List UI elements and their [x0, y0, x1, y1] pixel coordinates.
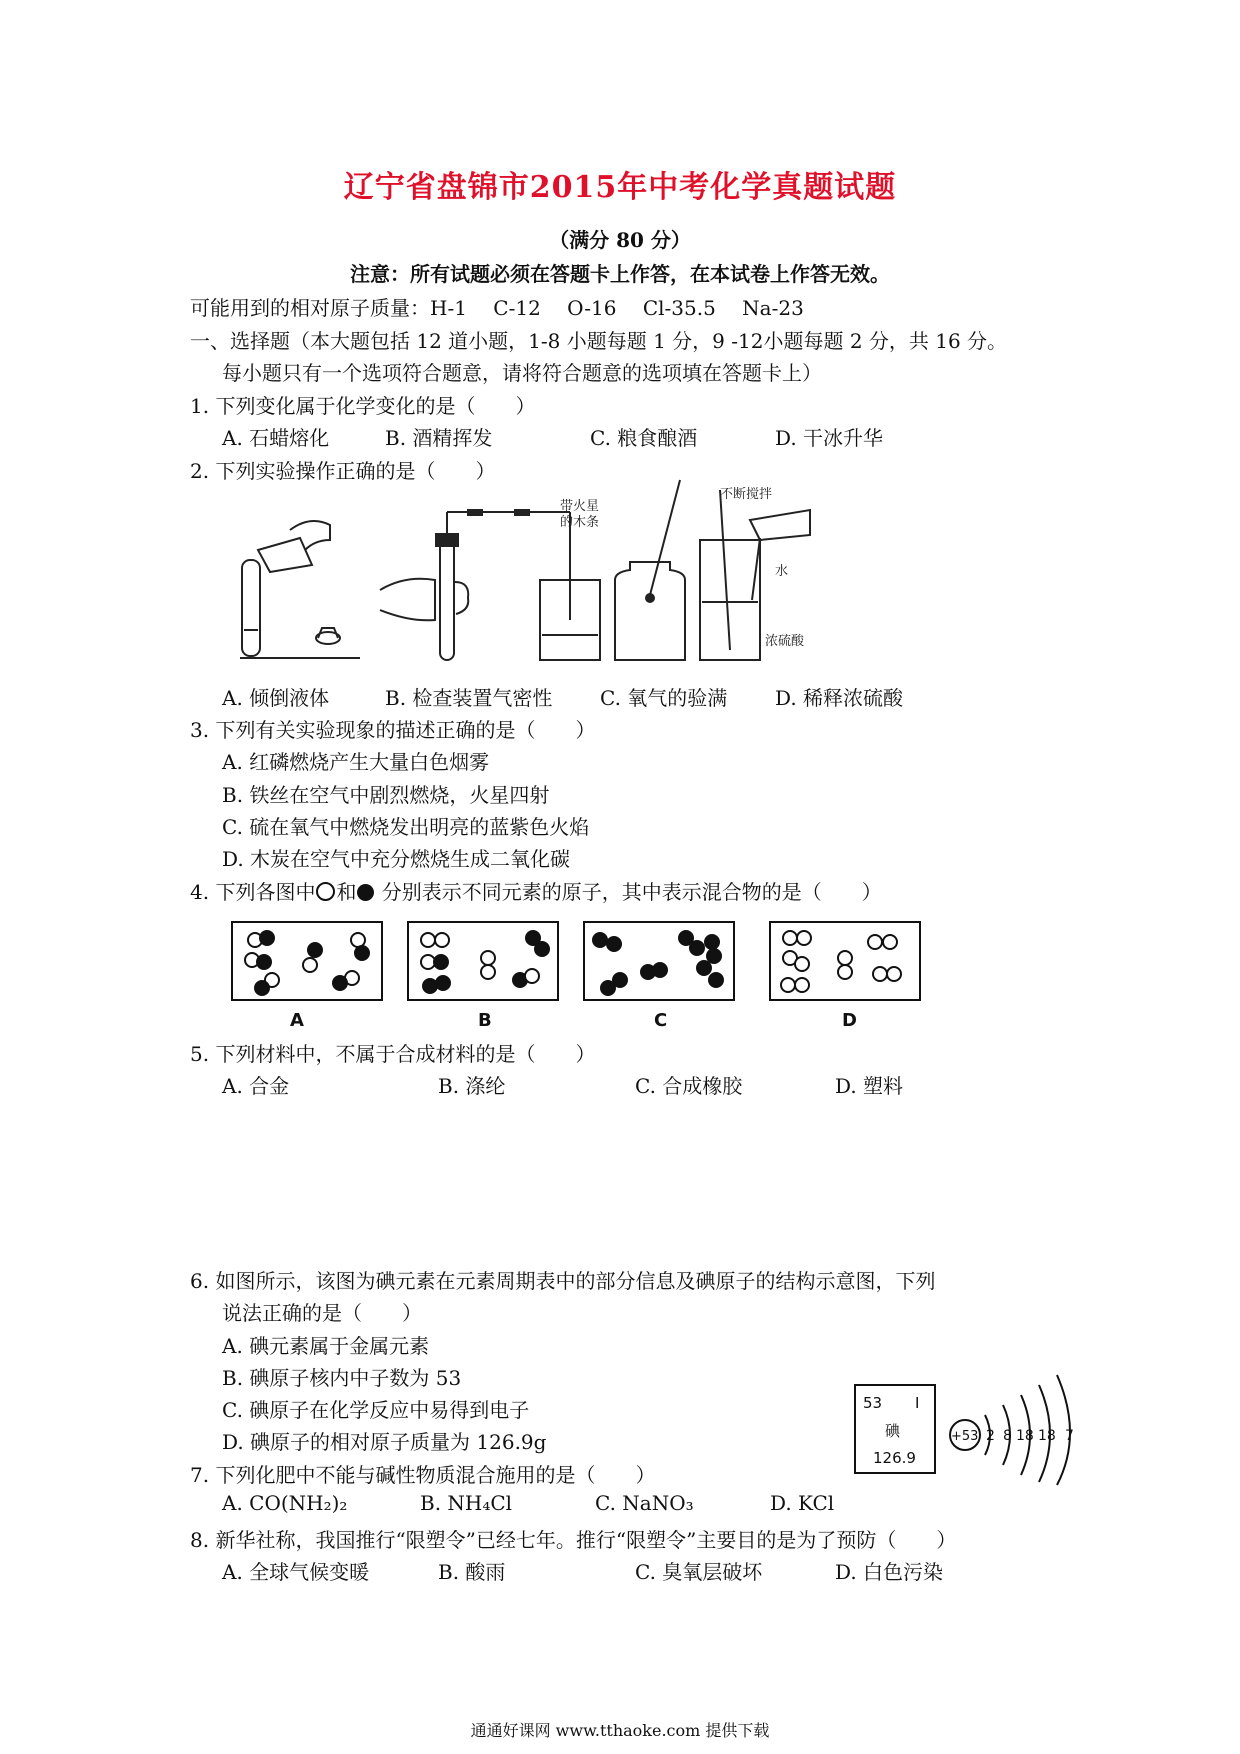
q8-stem: 8. 新华社称，我国推行“限塑令”已经七年。推行“限塑令”主要目的是为了预防（ ）: [190, 1528, 957, 1552]
q8-option-a: A. 全球气候变暖: [222, 1560, 370, 1584]
q4-label-d: D: [842, 1010, 857, 1031]
nucleus-charge: +53: [951, 1429, 979, 1444]
fig-d-label-water: 水: [775, 564, 789, 579]
footer: 通通好课网 www.tthaoke.com 提供下载: [470, 1721, 770, 1740]
q4-figures: [230, 920, 930, 1030]
q1-option-c: C. 粮食酿酒: [590, 426, 698, 450]
fig-d-label-acid: 浓硫酸: [765, 634, 805, 649]
q5-option-c: C. 合成橡胶: [635, 1074, 743, 1098]
q8-option-d: D. 白色污染: [835, 1560, 944, 1584]
q2-option-b: B. 检查装置气密性: [385, 686, 553, 710]
fig-d-label-stir: 不断搅拌: [720, 487, 773, 502]
q4-stem-part1: 4. 下列各图中: [190, 880, 316, 904]
iodine-figure: [845, 1370, 1085, 1485]
q5-stem: 5. 下列材料中，不属于合成材料的是（ ）: [190, 1042, 596, 1066]
q6-stem-line1: 6. 如图所示，该图为碘元素在元素周期表中的部分信息及碘原子的结构示意图，下列: [190, 1269, 936, 1293]
q5-option-d: D. 塑料: [835, 1074, 904, 1098]
q1-option-a: A. 石蜡熔化: [222, 426, 330, 450]
q1-option-b: B. 酒精挥发: [385, 426, 493, 450]
page-title: 辽宁省盘锦市2015年中考化学真题试题: [343, 170, 897, 205]
atomic-masses: 可能用到的相对原子质量：H-1 C-12 O-16 Cl-35.5 Na-23: [190, 296, 804, 320]
shell-2: 8: [1003, 1428, 1012, 1444]
q3-option-d: D. 木炭在空气中充分燃烧生成二氧化碳: [222, 847, 571, 871]
shell-1: 2: [986, 1428, 995, 1444]
figure-pouring-liquid: [240, 521, 360, 658]
section-heading-line1: 一、选择题（本大题包括 12 道小题，1-8 小题每题 1 分，9 -12小题每题 2 分，共 16 分。: [190, 329, 1008, 353]
q6-stem-line2: 说法正确的是（ ）: [222, 1301, 422, 1325]
q4-label-b: B: [478, 1010, 492, 1031]
q5-option-a: A. 合金: [222, 1074, 290, 1098]
tile-atomic-number: 53: [863, 1394, 883, 1412]
tile-mass: 126.9: [873, 1449, 916, 1467]
figure-oxygen-check: [615, 480, 685, 660]
q1-stem: 1. 下列变化属于化学变化的是（ ）: [190, 394, 536, 418]
q7-option-c: C. NaNO₃: [595, 1491, 694, 1515]
q5-option-b: B. 涤纶: [438, 1074, 506, 1098]
q8-option-b: B. 酸雨: [438, 1560, 506, 1584]
shell-5: 7: [1065, 1428, 1074, 1444]
black-atom-icon: [357, 884, 374, 901]
q2-option-c: C. 氧气的验满: [600, 686, 728, 710]
q4-stem: [190, 876, 882, 905]
q6-option-b: B. 碘原子核内中子数为 53: [222, 1366, 462, 1390]
q2-stem: 2. 下列实验操作正确的是（ ）: [190, 459, 496, 483]
q7-option-d: D. KCl: [770, 1491, 835, 1515]
q2-option-d: D. 稀释浓硫酸: [775, 686, 904, 710]
q3-option-c: C. 硫在氧气中燃烧发出明亮的蓝紫色火焰: [222, 815, 590, 839]
section-heading-line2: 每小题只有一个选项符合题意，请将符合题意的选项填在答题卡上）: [222, 361, 822, 385]
q6-option-c: C. 碘原子在化学反应中易得到电子: [222, 1398, 530, 1422]
q6-option-a: A. 碘元素属于金属元素: [222, 1334, 430, 1358]
shell-4: 18: [1038, 1428, 1056, 1444]
q6-option-d: D. 碘原子的相对原子质量为 126.9g: [222, 1430, 547, 1454]
q4-stem-part3: 分别表示不同元素的原子，其中表示混合物的是（ ）: [375, 880, 882, 904]
tile-name: 碘: [885, 1422, 901, 1440]
notice: 注意：所有试题必须在答题卡上作答，在本试卷上作答无效。: [350, 262, 890, 286]
q8-option-c: C. 臭氧层破坏: [635, 1560, 763, 1584]
q3-option-b: B. 铁丝在空气中剧烈燃烧，火星四射: [222, 783, 550, 807]
fig-c-label-2: 的木条: [560, 515, 600, 530]
q3-option-a: A. 红磷燃烧产生大量白色烟雾: [222, 750, 490, 774]
figure-airtightness: [380, 510, 600, 660]
q2-figures: [230, 487, 950, 670]
white-atom-icon: [316, 882, 335, 901]
q3-stem: 3. 下列有关实验现象的描述正确的是（ ）: [190, 718, 596, 742]
fig-c-label-1: 带火星: [560, 499, 600, 514]
q2-option-a: A. 倾倒液体: [222, 686, 330, 710]
tile-symbol: I: [915, 1394, 920, 1412]
q7-option-b: B. NH₄Cl: [420, 1491, 513, 1515]
full-score: （满分 80 分）: [549, 228, 691, 252]
q4-label-c: C: [654, 1010, 668, 1031]
q4-label-a: A: [290, 1010, 304, 1031]
q4-stem-part2: 和: [336, 880, 357, 904]
q7-stem: 7. 下列化肥中不能与碱性物质混合施用的是（ ）: [190, 1463, 656, 1487]
q1-option-d: D. 干冰升华: [775, 426, 884, 450]
shell-3: 18: [1016, 1428, 1034, 1444]
q7-option-a: A. CO(NH₂)₂: [222, 1491, 348, 1515]
